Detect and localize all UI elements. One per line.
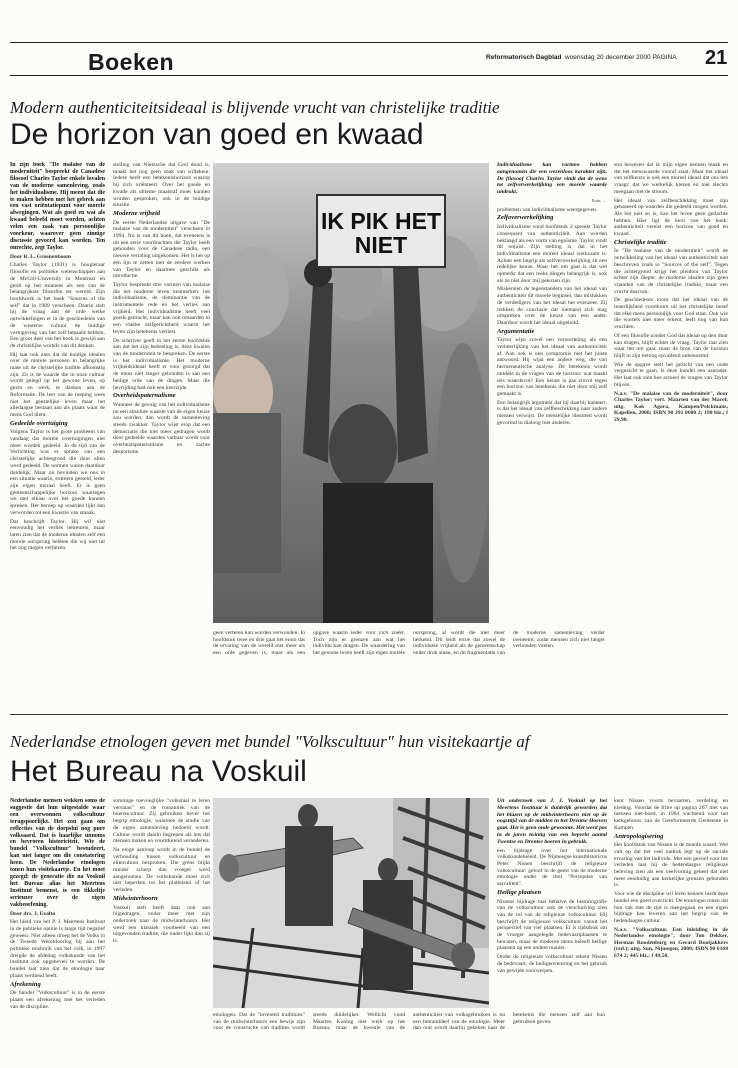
- issue-date: woensdag 20 december 2000 PAGINA: [565, 54, 677, 61]
- subhead-overheidspaternalisme: Overheidspaternalisme: [113, 392, 176, 400]
- article1-column-2: stelling van Nietzsche dat God dood is, maakt het nog geen zaak van willekeur. Iedere heeft een betekenishorizon waarop hij zich oriënteert. Over het goede en kwade als ultieme maatstaf moet kunnen worden gesproken, ook in de huidige situatie. Moderne vrijheid De eerste Nederlandse uitgave van "De malaise van de moderniteit" verscheen in 1994. Nu is van dit boek, dat eveneens is uit een serie voordrachten die Taylor heeft gehouden voor de Canadese radio, een nieuwe vertaling uitgekomen. Het is het op één lijn te zetten met de eerdere werken van Taylor en daarmee geschikt als introductie. Taylor bespreekt drie vormen van malaise die het moderne leven kenmerken: het individualisme, de dominantie van de instrumentele rede en het verlies aan vrijheid. Het individualisme heeft veel goeds gebracht, maar kan ook ontaarden in een vlakke zelfgerichtheid waarin het leven zijn betekenis verliest. De schrijver geeft in het eerste hoofdstuk aan dat het zijn bedoeling is, deze kwalen van de moderniteit te bespreken. De eerste is het individualisme. Het moderne vrijheidsideaal heeft er voor gezorgd dat de mens niet langer gebonden is aan een heilige orde van de dingen. Maar die bevrijding had ook een keerzijde. Overheidspaternalisme Wanneer de gevolg van het individualisme nu een absolute waarde van de eigen keuze zou worden, dan wordt de samenleving steeds zwakker. Taylor wijst erop dat een democratie die niet meer gedragen wordt door gedeelde waarden vatbaar wordt voor overheidspaternalisme en zachte despotisme.: [113, 162, 210, 455]
- article1-bottom-text: geen verteren kan worden verwonden. In hoofdstuk twee en drie gaat het erom dat de ervaring van de wereld niet meer als een orde gegeven is, maar als een opgave waarin ieder voor zich zoekt. Toch zijn er grenzen aan wat het individu kan dragen. De waardering van het gewone leven heeft zijn eigen morele oorsprong, al wordt die niet meer herkend. Dit leidt ertoe dat zowel de individuele vrijheid als de gemeenschap onder druk staan, en de fragmentatie van de moderne samenleving verder toeneemt, zodat mensen zich niet langer verbonden voelen.: [213, 630, 605, 657]
- subhead-afrekening: Afrekening: [10, 980, 41, 988]
- article2-byline: Door drs. J. Exalto: [10, 910, 56, 917]
- article2-headline: Het Bureau na Voskuil: [10, 755, 307, 788]
- subhead-christelijke-traditie: Christelijke traditie: [614, 238, 667, 246]
- subhead-zelfoverwerkelijking: Zelfoverwerkelijking: [497, 214, 554, 222]
- article1-column-1: In zijn boek "De malaise van de moderniteit" bespreekt de Canadese filosoof Charles Taylor enkele lovalen van de moderne samenleving, zoals het individualisme. Hij meent dat die te maken hebben met het gebrek aan een vast oriëntatiepunt voor morele afwegingen. Wat als goed en wat als kwaad beleefd moet worden, achten velen een zaak van persoonlijke voorkeur, waarover geen zinnige discussie gevoerd kan worden. Ten onrechte, zegt Taylor. Door R. L. Groenenboom Charles Taylor (1931) is hoogleraar filosofie en politieke wetenschappen aan de McGill-University in Montreal en geldt op het moment als een van de belangrijkste filosofen ter wereld. Zijn hoofdwerk is het boek "Sources of the self" dat in 1989 verscheen. Daarin stelt hij de vraag aan de orde welke ontwikkelingen er in de geschiedenis van de westerse cultuur de huidige vormgeving van het zelf bepaald hebben. Een groot deel van het boek is gewijd aan de christelijke wortels van dit denken. Hij laat ook zien dat de huidige idealen over de morele personen in belangrijke mate uit de christelijke traditie afkomstig zijn. Zo is de waarde die in onze cultuur wordt gelegd op het gewone leven, op gezin en werk, te danken aan de Reformatie. De leer van de roeping wees niet het geestelijke leven maar het alledaagse bestaan aan als plaats waar de mens God dient. Gedeelde overtuiging Volgens Taylor is het grote probleem van vandaag dat morele overtuigingen niet meer worden gedeeld. In de tijd van de Verlichting was er sprake van een christelijke achtergrond die door allen werd gedeeld. De normen waren daardoor duidelijk. Maar nu bevinden we ons in een situatie waarin, extreem gesteld, ieder zijn eigen moraal heeft. Er is geen gemeenschappelijke horizon waartegen we met elkaar over het goede kunnen spreken. Het beroep op waarden lijkt dan verworden tot een kwestie van smaak. Dat beschrijft Taylor. Hij wil niet eenvoudig het verlies betreuren, maar laten zien dat de moderne idealen zelf een morele oorsprong hebben die wij niet uit het oog mogen verliezen.: [10, 162, 105, 552]
- article1-lead: In zijn boek "De malaise van de moderniteit" bespreekt de Canadese filosoof Charles Taylor enkele lovalen van de moderne samenleving, zoals het individualisme. Hij meent dat die te maken hebben met het gebrek aan een vast oriëntatiepunt voor morele afwegingen. Wat als goed en wat als kwaad beleefd moet worden, achten velen een zaak van persoonlijke voorkeur, waarover geen zinnige discussie gevoerd kan worden. Ten onrechte, zegt Taylor.: [10, 162, 105, 251]
- page-header: [10, 42, 728, 76]
- article1-column-4: stut bewezen dat ik mijn eigen kennen maak en dat het menswaarde vooraf staat. Maar het ideaal van zelfkeuze is ook een moreel ideaal dat ons iets vraagt: dat we werkelijk kiezen en niet slechts meegaan met de stroom. Het ideaal van zelfbeschikking moet zijn gebaseerd op waarden die gedeeld mogen worden. Als het niet zo is, kan het leven geen gedachte hebben. Hier ligt de kern van het boek: authenticiteit vereist een horizon van goed en kwaad. Christelijke traditie In "De malaise van de moderniteit" wordt de ontwikkeling van het ideaal van authenticiteit niet beschreven zoals in "Sources of the self". Tegen die achtergrond krijgt het pleidooi van Taylor echter zijn diepte: de moderne idealen zijn geen vijanden van de christelijke traditie, maar een vrucht daarvan. De geschiedenis toont dat het ideaal van de innerlijkheid voortkomt uit het christelijke besef dat elke mens persoonlijk voor God staat. Ook wie die wortels niet meer erkent, leeft nog van hun vruchten. Of een filosofie zonder God dat ideaal op den duur kan dragen, blijft echter de vraag. Taylor laat zien waar het om gaat, maar de bron van de horizon blijft in zijn betoog opvallend onbenoemd. Wie de opgave stelt het gezicht van een oude vergezicht te gaan, is deze bundel een aanrader. Het laat ook zien hoe actueel de vragen van Taylor blijven. N.a.v. "De malaise van de moderniteit", door Charles Taylor; vert. Maarten van der Marel; uitg. Kok Agora, Kampen/Pelckmans, Kapellen, 2000; ISBN 90 391 0600 2; 190 blz.; f 29,90.: [614, 162, 728, 423]
- article2-column-2: sommige toevoeglijke "volkstaal te leren verstaan" en de romantiek van de boerencultuur. Zij gebruiken liever het begrip etnologie, waarmee de studie van de eigen samenleving bedoeld wordt. Cultuur wordt daarin begrepen als iets dat mensen maken en voortdurend veranderen. Na enige aanloop wordt in de bundel de verhouding tussen volkscultuur en elitecultuur besproken. Die grens blijkt minder scherp dan vroeger werd aangenomen. De volkskunde moet zich niet beperken tot het platteland of het verleden. Midwinterhoorn Voskuil stelt heeft daar ook aan bijgedragen, onder meer met zijn onderzoek naar de midwinterhoorn. Het werd een klassiek voorbeeld van een uitgevonden traditie, die ouder lijkt dan zij is.: [113, 798, 210, 945]
- article1-column-3: Individualisme kan vormen hebben aangenomen die een wezenloos karakter zijn. De filosoof Charles Taylor vindt dat de wens tot zelfverwerkelijking een morele waarde uitdrukt. Foto: … problemen van individualisme weergegeven. Zelfoverwerkelijking Individualisme vond hoofdstuk 2 spreekt Taylor consequent van authenticiteit. Aan worden beklaagd als een vorm van egoïsme. Taylor vindt dit onjuist. Zijn stelling is, dat in het individualisme een moreel ideaal werkzaam is. Achter een begrip als zelfverwerkelijking zit een redelijke keuze. Waar het om gaat is dat wel opmerkt dat een reeks dingen belangrijk is, ook als ze niet door mij gekozen zijn. Miskennen de tegenstanders van het ideaal van authenticiteit dit morele beginsel, dan mislukken de verdedigers van het ideaal het evenzeer. Zij trekken de conclusie dat niemand zich mag uitspreken over de keuze van een ander. Daardoor wordt het ideaal uitgehold. Argumentatie Taylor wijst zowel een veroordeling als een verheerlijking van het ideaal van authenticiteit af. Aan ook is een compromis niet het juiste antwoord. Hij wijst een andere weg, die van hermeneutische analyse. De betekenis wordt ontdekt in de vragen van de horizon: wat maakt iets waardevol? Een keuze is pas zinvol tegen een horizon van betekenis die niet door mij zelf gemaakt is. Een belangrijk argument dat hij daarbij hanteert, is dat het ideaal van zelfbeschikking naar andere mensen verwijst. De menselijke identiteit wordt gevormd in dialoog met anderen.: [497, 162, 607, 426]
- article2-column-3: Uit onderzoek van J. J. Voskuil op het Meertens Instituut is duidelijk geworden dat het blazen op de midwinterhoorn niet op de oogsttijd van de midden in het Drentse Hoeven gaat. Het is geen oude gewoonte. Het werd pas in de jaren twintig van een beperkt aantal Twentse en Drentse boeren in gebruik. een bijdrage over het internationale volkskundebeleid. De Nijmeegse kunsthistoricus Peter Nissen beschrijft de religieuze volkscultuur: geloof in de geest van de moderne etnologie onder de titel "Percepties van sacraliteit". Heilige plaatsen Nissens bijdrage laat behalve de historiografie van de volkscultuur ook de verschuiving zien van de rol van de religieuze volkscultuur. Hij beschrijft de religieuze volkscultuur vanuit het perspectief van vier plaatsen. Er is tijdsdruk om de vroeger aangelegde bedevaartplaatsen te bewaren, maar de moderne mens beleeft heilige plaatsen op een andere manier. Onder de religieuze volkscultuur rekent Nissen de bedevaart, de heiligenverering en het gebruik van gewijde voorwerpen.: [497, 798, 607, 974]
- section-title: Boeken: [88, 49, 175, 75]
- subhead-argumentatie: Argumentatie: [497, 327, 535, 335]
- article2-photo-caption: Uit onderzoek van J. J. Voskuil op het Meertens Instituut is duidelijk geworden dat het blazen op de midwinterhoorn niet op de oogsttijd van de midden in het Drentse Hoeven gaat. Het is geen oude gewoonte. Het werd pas in de jaren twintig van een beperkt aantal Twentse en Drentse boeren in gebruik.: [497, 798, 607, 845]
- subhead-heilige-plaatsen: Heilige plaatsen: [497, 888, 542, 896]
- article2-lead: Nederlandse mensen wekken soms de suggestie dat hun uitgestalde waar een overwonnen volkscultuur terugspoorlijkt. Het zou gaan om reflecties van de dorpslui nog pure volksaard. Dat is haarlijke unnoms en bevroren historiciteit. Wie de bundel "Volkscultuur" bestudeert, kan niet langer om die constatering heen. De Nederlandse etnologen tonen hun visitekaartje. En het moet gezegd: de generatie die na Voskuil het Bureau alias het Meertens Instituut bemenst, is een tikkeltje serieuzer over de eigen vakbeoefening.: [10, 798, 105, 908]
- article1-kicker: Modern authenticiteitsideaal is blijvende vrucht van christelijke traditie: [10, 98, 500, 117]
- article1-book-reference: N.a.v. "De malaise van de moderniteit", door Charles Taylor; vert. Maarten van der Marel; uitg. Kok Agora, Kampen/Pelckmans, Kapellen, 2000; ISBN 90 391 0600 2; 190 blz.; f 29,90.: [614, 390, 728, 423]
- article1-byline: Door R. L. Groenenboom: [10, 253, 71, 260]
- subhead-gedeelde-overtuiging: Gedeelde overtuiging: [10, 419, 68, 427]
- newspaper-name: Reformatorisch Dagblad: [486, 54, 562, 61]
- article2-kicker: Nederlandse etnologen geven met bundel "Volkscultuur" hun visitekaartje af: [10, 732, 530, 751]
- article2-bottom-text: etnologen. Dat de "invented traditions" van de midwinterhoorn een bewijs zijn voor de constructie van tradities wordt steeds duidelijker. Wellicht vond Maarten Koning niet werk op het Bureau, maar de kwestie van de authenticiteit van volksgebruiken is nu een bestanddeel van de etnologie. Meer dan ooit wordt daarbij gekeken naar de betekenis die mensen zelf aan hun gebruiken geven.: [213, 1012, 605, 1032]
- midwinterhoorn-photo: [213, 798, 489, 1008]
- subhead-moderne-vrijheid: Moderne vrijheid: [113, 209, 161, 217]
- subhead-midwinterhoorn: Midwinterhoorn: [113, 894, 158, 902]
- article-divider: [10, 714, 728, 715]
- midwinterhoorn-image: [213, 798, 489, 1008]
- article2-column-4: kent Nissen voorts bevaarten, verdeling en kleding. Voordat de fritte op pagina 267 met van mensen met-hoed, in 1984 wachtend voor het kerkgebouw van de Gereformeerde Gemeente in Kampen. Antropologisering Het hoofdstuk van Nissen is de moeite waard. Wel valt op dat het veel nadruk legt op de sacrale ervaring van het individu. Met een gevoel voor het verleden laat hij de hedendaagse religieuze beleving zien als een veelvormig geheel dat niet meer eenduidig aan kerkelijke grenzen gebonden is. Voor wie de discipline wil leren kennen biedt deze bundel een goed overzicht. De etnologen tonen dat hun vak met de tijd is meegegaan en een eigen bijdrage kan leveren aan het begrip van de hedendaagse cultuur. N.a.v. "Volkscultuur. Een inleiding in de Nederlandse etnologie", door Ton Dekker, Herman Roodenburg en Gerard Rooijakkers (red.); uitg. Sun, Nijmegen, 2000; ISBN 90 6168 674 2; 445 blz.; f 49,50.: [614, 798, 728, 960]
- article2-book-reference: N.a.v. "Volkscultuur. Een inleiding in de Nederlandse etnologie", door Ton Dekker, Herman Roodenburg en Gerard Rooijakkers (red.); uitg. Sun, Nijmegen, 2000; ISBN 90 6168 674 2; 445 blz.; f 49,50.: [614, 926, 728, 960]
- protest-photo: [213, 163, 489, 623]
- page-number: 21: [705, 47, 728, 69]
- article2-column-1: Nederlandse mensen wekken soms de suggestie dat hun uitgestalde waar een overwonnen volkscultuur terugspoorlijkt. Het zou gaan om reflecties van de dorpslui nog pure volksaard. Dat is haarlijke unnoms en bevroren historiciteit. Wie de bundel "Volkscultuur" bestudeert, kan niet langer om die constatering heen. De Nederlandse etnologen tonen hun visitekaartje. En het moet gezegd: de generatie die na Voskuil het Bureau alias het Meertens Instituut bemenst, is een tikkeltje serieuzer over de eigen vakbeoefening. Door drs. J. Exalto Het hield van het P. J. Meertens Instituut in de publieke opinie is lange tijd negatief geweest. Niet alleen droeg het de Volks in de Tweede Wereldoorlog bij aan het politieke misbruik van het volk, in 1997 dreigde de afdeling volkskunde van het instituut ook opgeheven te worden. De bundel laat zien dat de etnologie haar plaats verdiend heeft. Afrekening De bundel "Volkscultuur" is in de eerste plaats een afrekening met het verleden van de discipline.: [10, 798, 105, 1010]
- article1-photo-caption: Individualisme kan vormen hebben aangenomen die een wezenloos karakter zijn. De filosoof Charles Taylor vindt dat de wens tot zelfverwerkelijking een morele waarde uitdrukt.: [497, 162, 607, 196]
- protest-sign-text: IK PIK HET NIET: [320, 208, 442, 258]
- article1-headline: De horizon van goed en kwaad: [10, 118, 424, 151]
- subhead-antropologisering: Antropologisering: [614, 832, 664, 840]
